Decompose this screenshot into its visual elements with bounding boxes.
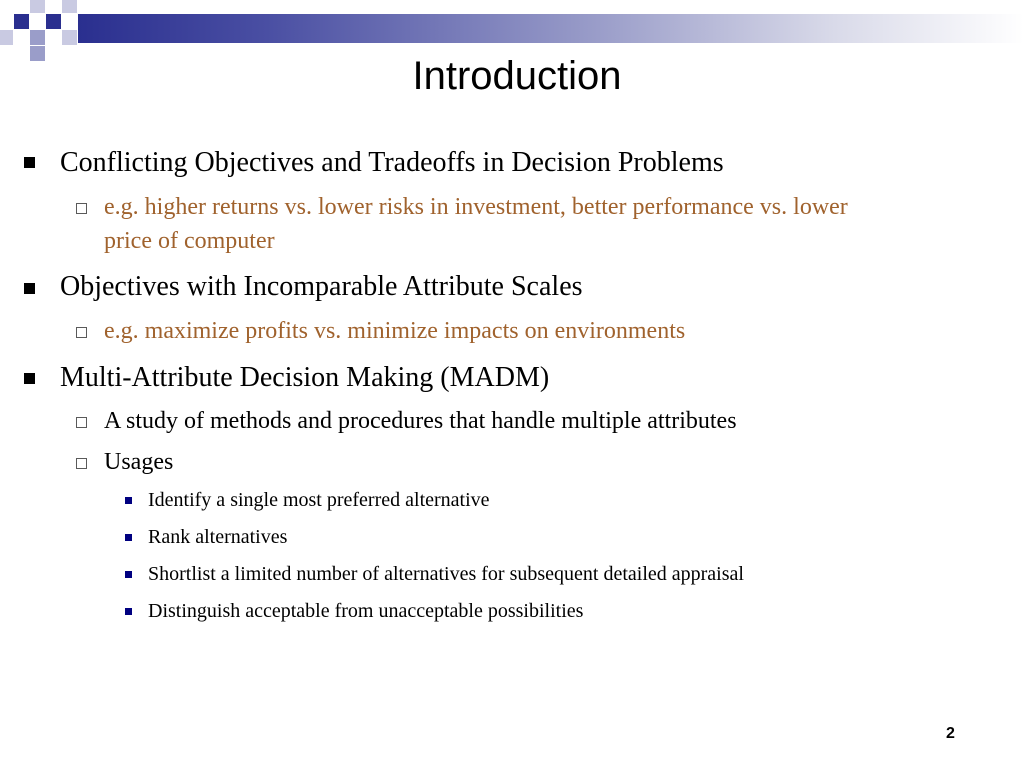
bullet-level1: Multi-Attribute Decision Making (MADM)	[60, 362, 550, 393]
page-number: 2	[946, 725, 955, 742]
hollow-square-icon	[76, 417, 87, 428]
small-square-icon	[125, 497, 132, 504]
bullet-level2: Usages	[104, 449, 174, 475]
bullet-level2: e.g. higher returns vs. lower risks in investment, better performance vs. lower	[104, 194, 848, 220]
bullet-level1: Objectives with Incomparable Attribute Scales	[60, 271, 583, 302]
bullet-square-icon	[24, 157, 35, 168]
small-square-icon	[125, 608, 132, 615]
bullet-level2: e.g. maximize profits vs. minimize impacts on environments	[104, 318, 686, 344]
bullet-level3: Distinguish acceptable from unacceptable possibilities	[148, 600, 584, 622]
bullet-level3: Rank alternatives	[148, 526, 288, 548]
slide-title: Introduction	[412, 54, 622, 98]
bullet-level1: Conflicting Objectives and Tradeoffs in Decision Problems	[60, 147, 724, 178]
hollow-square-icon	[76, 327, 87, 338]
hollow-square-icon	[76, 458, 87, 469]
hollow-square-icon	[76, 203, 87, 214]
small-square-icon	[125, 571, 132, 578]
bullet-level2: A study of methods and procedures that handle multiple attributes	[104, 408, 737, 434]
bullet-level2-continuation: price of computer	[104, 228, 275, 254]
bullet-level3: Identify a single most preferred alternative	[148, 489, 490, 511]
bullet-square-icon	[24, 283, 35, 294]
bullet-level3: Shortlist a limited number of alternatives for subsequent detailed appraisal	[148, 563, 744, 585]
small-square-icon	[125, 534, 132, 541]
bullet-square-icon	[24, 373, 35, 384]
